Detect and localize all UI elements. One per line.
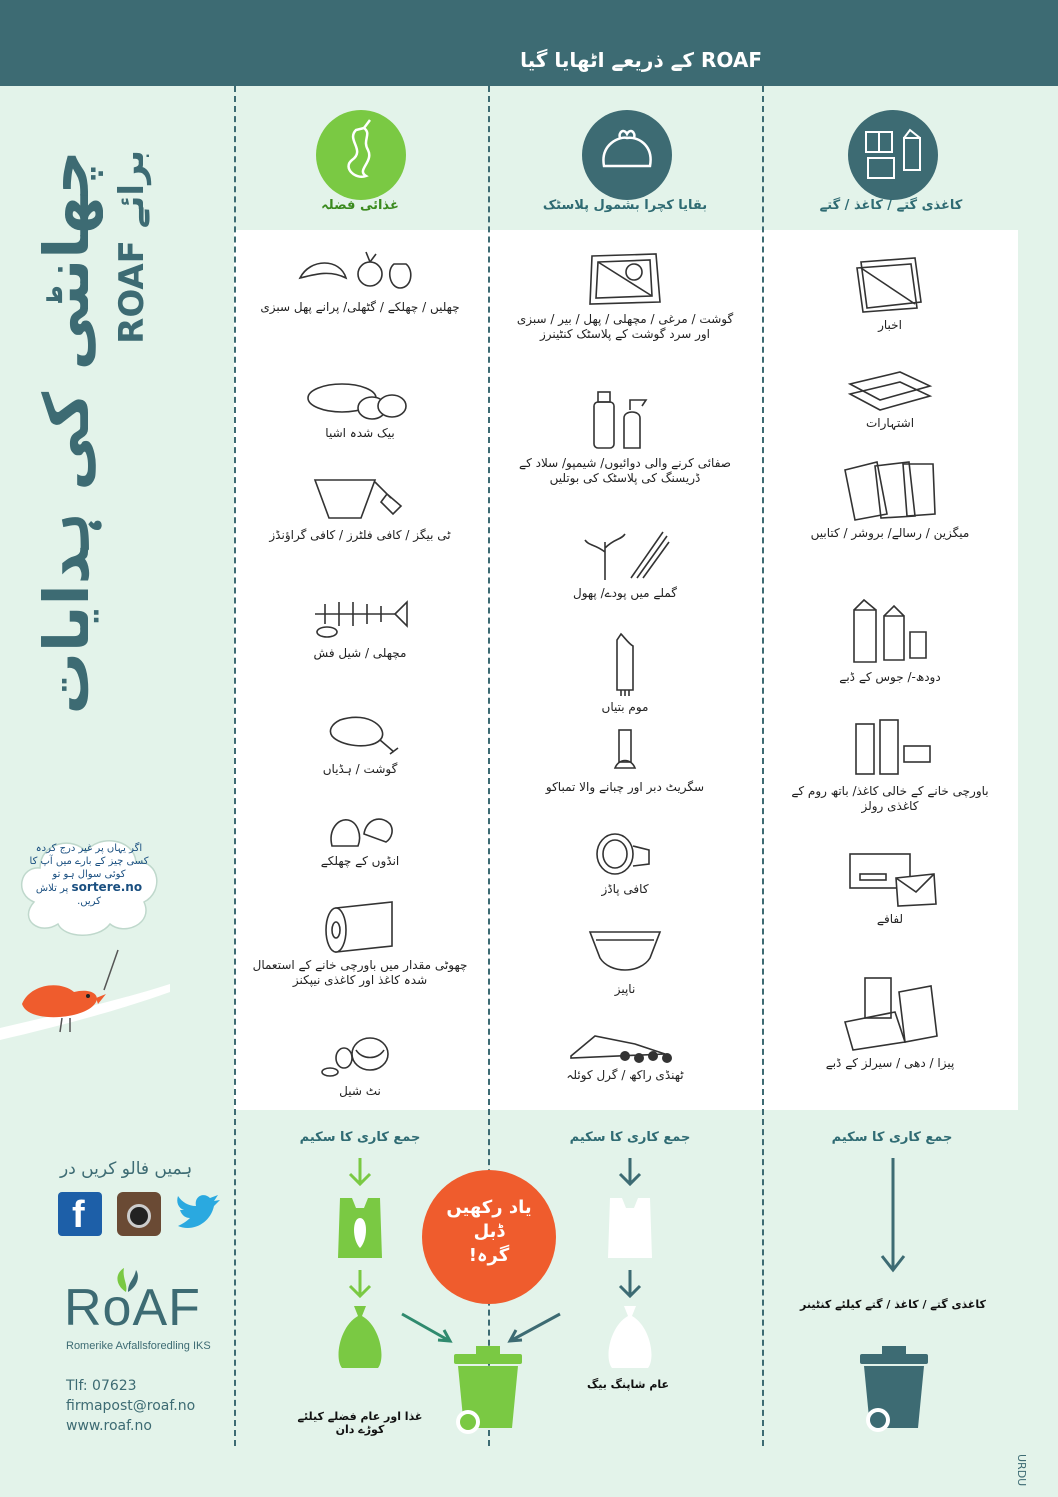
fish-skeleton-icon: [305, 592, 415, 642]
paper-rolls-icon: [840, 714, 940, 780]
residual-column-label: بقایا کچرا بشمول پلاسٹک: [542, 198, 708, 213]
food-column-label: غذائی فضلہ: [321, 198, 399, 213]
item-label: چھلیں / چھلکے / گٹھلی/ پرانے پھل سبزی: [260, 300, 460, 314]
item-label: اخبار: [878, 318, 902, 332]
language-tag: URDU: [1015, 1454, 1028, 1487]
residual-bag-icon: [582, 110, 672, 200]
column-divider: [762, 86, 764, 1446]
plastic-bottles-icon: [580, 388, 670, 452]
item-label: کافی پاڈز: [601, 882, 649, 896]
sortere-link[interactable]: sortere.no: [71, 880, 143, 894]
list-item: [515, 830, 735, 897]
item-label: پیزا / دھی / سیرلز کے ڈبے: [825, 1056, 955, 1070]
item-label: چھوٹی مقدار میں باورچی خانے کے استعمال شدہ کاغذ اور کاغذی نیپکنز: [252, 958, 468, 987]
cigarette-butt-icon: [595, 728, 655, 776]
flyers-icon: [840, 370, 940, 412]
header-bar: [0, 0, 1058, 86]
list-item: [250, 808, 470, 869]
instagram-icon[interactable]: [117, 1192, 161, 1236]
contact-web[interactable]: www.roaf.no: [66, 1418, 152, 1434]
coffee-pod-icon: [585, 830, 665, 878]
list-item: [250, 898, 470, 988]
remember-line-2: ڈبل: [473, 1221, 505, 1242]
item-label: گوشت / ہڈیاں: [322, 762, 398, 776]
item-label: مچھلی / شیل فش: [313, 646, 407, 660]
plastic-tray-icon: [580, 248, 670, 308]
item-label: گوشت / مرغی / مچھلی / پھل / بیر / سبزی اور سرد گوشت کے پلاسٹک کنٹینرز: [516, 312, 734, 341]
nut-shell-icon: [310, 1030, 410, 1080]
residual-scheme-graphic: [600, 1158, 660, 1378]
item-label: گملے میں پودے/ پھول: [572, 586, 678, 600]
list-item: [780, 972, 1000, 1071]
item-label: ٹی بیگز / کافی فلٹرز / کافی گراؤنڈز: [269, 528, 451, 542]
item-label: نٹ شیل: [339, 1084, 381, 1098]
roaf-logo: RoAF: [64, 1279, 201, 1337]
list-item: [250, 378, 470, 441]
side-title: [30, 150, 170, 715]
cloud-text-1: اگر یہاں پر غیر درج کردہ کسی چیز کے بارے میں آپ کا کوئی سوال ہو تو: [29, 843, 149, 880]
list-item: [250, 1030, 470, 1099]
bread-icon: [300, 378, 420, 422]
item-label: باورچی خانے کے خالی کاغذ/ باتھ روم کے کاغذی رولز: [791, 784, 989, 813]
list-item: [250, 592, 470, 661]
item-label: اشتہارات: [865, 416, 915, 430]
help-cloud: [14, 832, 164, 942]
facebook-icon[interactable]: f: [58, 1192, 102, 1236]
item-label: ٹھنڈی راکھ / گرل کوئلہ: [566, 1068, 684, 1082]
list-item: [515, 630, 735, 715]
twitter-icon[interactable]: [174, 1192, 222, 1236]
cloud-text-2: پر تلاش کریں.: [35, 883, 101, 907]
list-item: [515, 248, 735, 342]
item-label: دودھ-/ جوس کے ڈبے: [839, 670, 941, 684]
pizza-box-icon: [835, 972, 945, 1052]
potted-plant-icon: [575, 522, 675, 582]
help-cloud-text: [24, 842, 154, 908]
green-bin-icon: [450, 1346, 526, 1438]
list-item: [250, 710, 470, 777]
side-title-main: چھانٹی کی ہدایات: [30, 150, 103, 715]
paper-column-label: کاغذی گتے / کاغذ / گتے: [819, 198, 963, 213]
item-label: صفائی کرنے والی دوائیوں/ شیمپو/ سلاد کے ڈریسنگ کی پلاسٹک کی بوتلیں: [519, 456, 731, 485]
bird-icon: [0, 944, 170, 1064]
list-item: [250, 470, 470, 543]
item-label: لفافے: [876, 912, 904, 926]
paper-container-label: کاغذی گتے / کاغذ / گتے کیلئے کنٹینر: [800, 1298, 986, 1311]
remember-double-knot-badge: [422, 1170, 556, 1304]
coffee-filter-icon: [305, 470, 415, 524]
list-item: [515, 388, 735, 486]
food-waste-icon: [316, 110, 406, 200]
paper-scheme-arrow: [878, 1158, 908, 1274]
list-item: [515, 922, 735, 997]
list-item: [515, 728, 735, 795]
envelope-icon: [840, 848, 940, 908]
header-title: ROAF کے ذریعے اٹھایا گیا: [520, 48, 762, 72]
paper-scheme-label: جمع کاری کا سکیم: [831, 1130, 953, 1145]
eggshell-icon: [310, 808, 410, 850]
list-item: [780, 848, 1000, 927]
item-label: انڈوں کے چھلکے: [320, 854, 400, 868]
meat-bone-icon: [310, 710, 410, 758]
side-title-sub: ROAF برائے: [112, 150, 152, 344]
list-item: [515, 522, 735, 601]
newspaper-icon: [845, 254, 935, 314]
residual-bag-label: عام شاپنگ بیگ: [586, 1378, 670, 1391]
milk-carton-icon: [840, 596, 940, 666]
ash-charcoal-icon: [565, 1026, 685, 1064]
list-item: [250, 248, 470, 315]
diaper-icon: [580, 922, 670, 978]
contact-phone: Tlf: 07623: [66, 1378, 137, 1394]
list-item: [780, 456, 1000, 541]
list-item: [780, 596, 1000, 685]
food-bin-label: غذا اور عام فضلے کیلئے کوڑے دان: [297, 1410, 423, 1436]
item-label: ناپیز: [614, 982, 636, 996]
paper-towel-roll-icon: [310, 898, 410, 954]
follow-label: ہمیں فالو کریں در: [60, 1159, 193, 1179]
teal-bin-icon: [856, 1346, 932, 1438]
peels-icon: [290, 248, 430, 296]
list-item: [780, 714, 1000, 814]
remember-line-1: یاد رکھیں: [446, 1197, 532, 1218]
contact-email[interactable]: firmapost@roaf.no: [66, 1398, 196, 1414]
roaf-subtitle: Romerike Avfallsforedling IKS: [66, 1340, 211, 1352]
food-scheme-label: جمع کاری کا سکیم: [299, 1130, 421, 1145]
list-item: [780, 254, 1000, 333]
item-label: موم بتیاں: [601, 700, 649, 714]
column-divider: [234, 86, 236, 1446]
candle-icon: [595, 630, 655, 696]
residual-scheme-label: جمع کاری کا سکیم: [569, 1130, 691, 1145]
item-label: سگریٹ دبر اور چبانے والا تمباکو: [545, 780, 705, 794]
item-label: بیک شدہ اشیا: [325, 426, 395, 440]
list-item: [780, 370, 1000, 431]
remember-line-3: گرہ!: [468, 1245, 510, 1266]
food-scheme-graphic: [330, 1158, 390, 1378]
item-label: میگزین / رسالے/ بروشر / کتابیں: [810, 526, 970, 540]
paper-box-icon: [848, 110, 938, 200]
list-item: [515, 1026, 735, 1083]
magazines-icon: [835, 456, 945, 522]
